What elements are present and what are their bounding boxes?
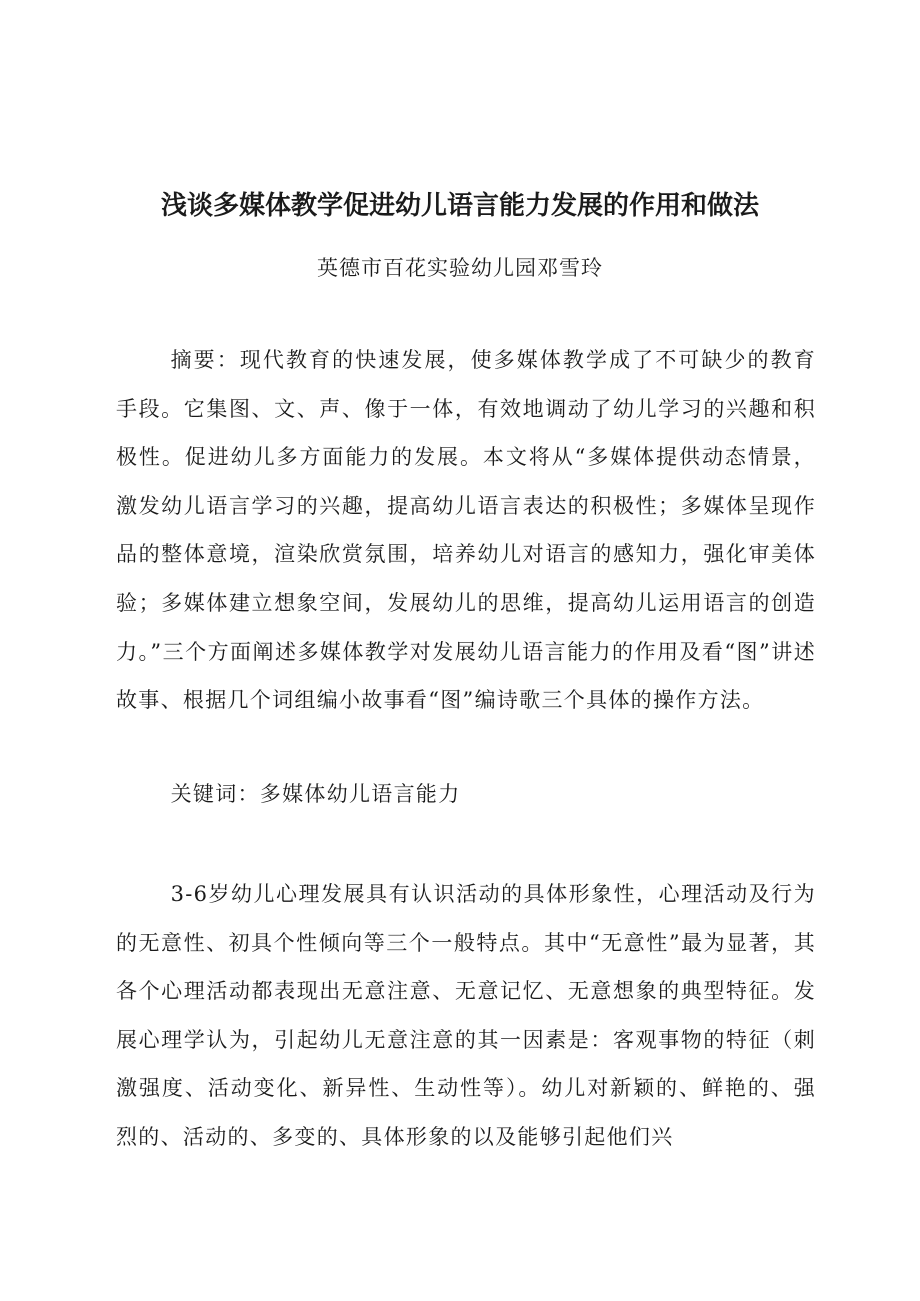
abstract-paragraph: 摘要：现代教育的快速发展，使多媒体教学成了不可缺少的教育手段。它集图、文、声、像于一体，有效地调动了幼儿学习的兴趣和积极性。促进幼儿多方面能力的发展。本文将从“多媒体提供动态情景，激发幼儿语言学习的兴趣，提高幼儿语言表达的积极性；多媒体呈现作品的整体意境，渲染欣赏氛围，培养幼儿对语言的感知力，强化审美体验；多媒体建立想象空间，发展幼儿的思维，提高幼儿运用语言的创造力。”三个方面阐述多媒体教学对发展幼儿语言能力的作用及看“图”讲述故事、根据几个词组编小故事看“图”编诗歌三个具体的操作方法。 [116, 348, 816, 713]
document-author: 英德市百花实验幼儿园邓雪玲 [317, 256, 603, 280]
document-title: 浅谈多媒体教学促进幼儿语言能力发展的作用和做法 [160, 191, 759, 221]
keywords-line: 关键词：多媒体幼儿语言能力 [170, 782, 461, 806]
body-paragraph: 3-6岁幼儿心理发展具有认识活动的具体形象性，心理活动及行为的无意性、初具个性倾向等三个一般特点。其中“无意性”最为显著，其各个心理活动都表现出无意注意、无意记忆、无意想象的典型特征。发展心理学认为，引起幼儿无意注意的其一因素是：客观事物的特征（刺激强度、活动变化、新异性、生动性等）。幼儿对新颖的、鲜艳的、强烈的、活动的、多变的、具体形象的以及能够引起他们兴 [116, 882, 816, 1149]
